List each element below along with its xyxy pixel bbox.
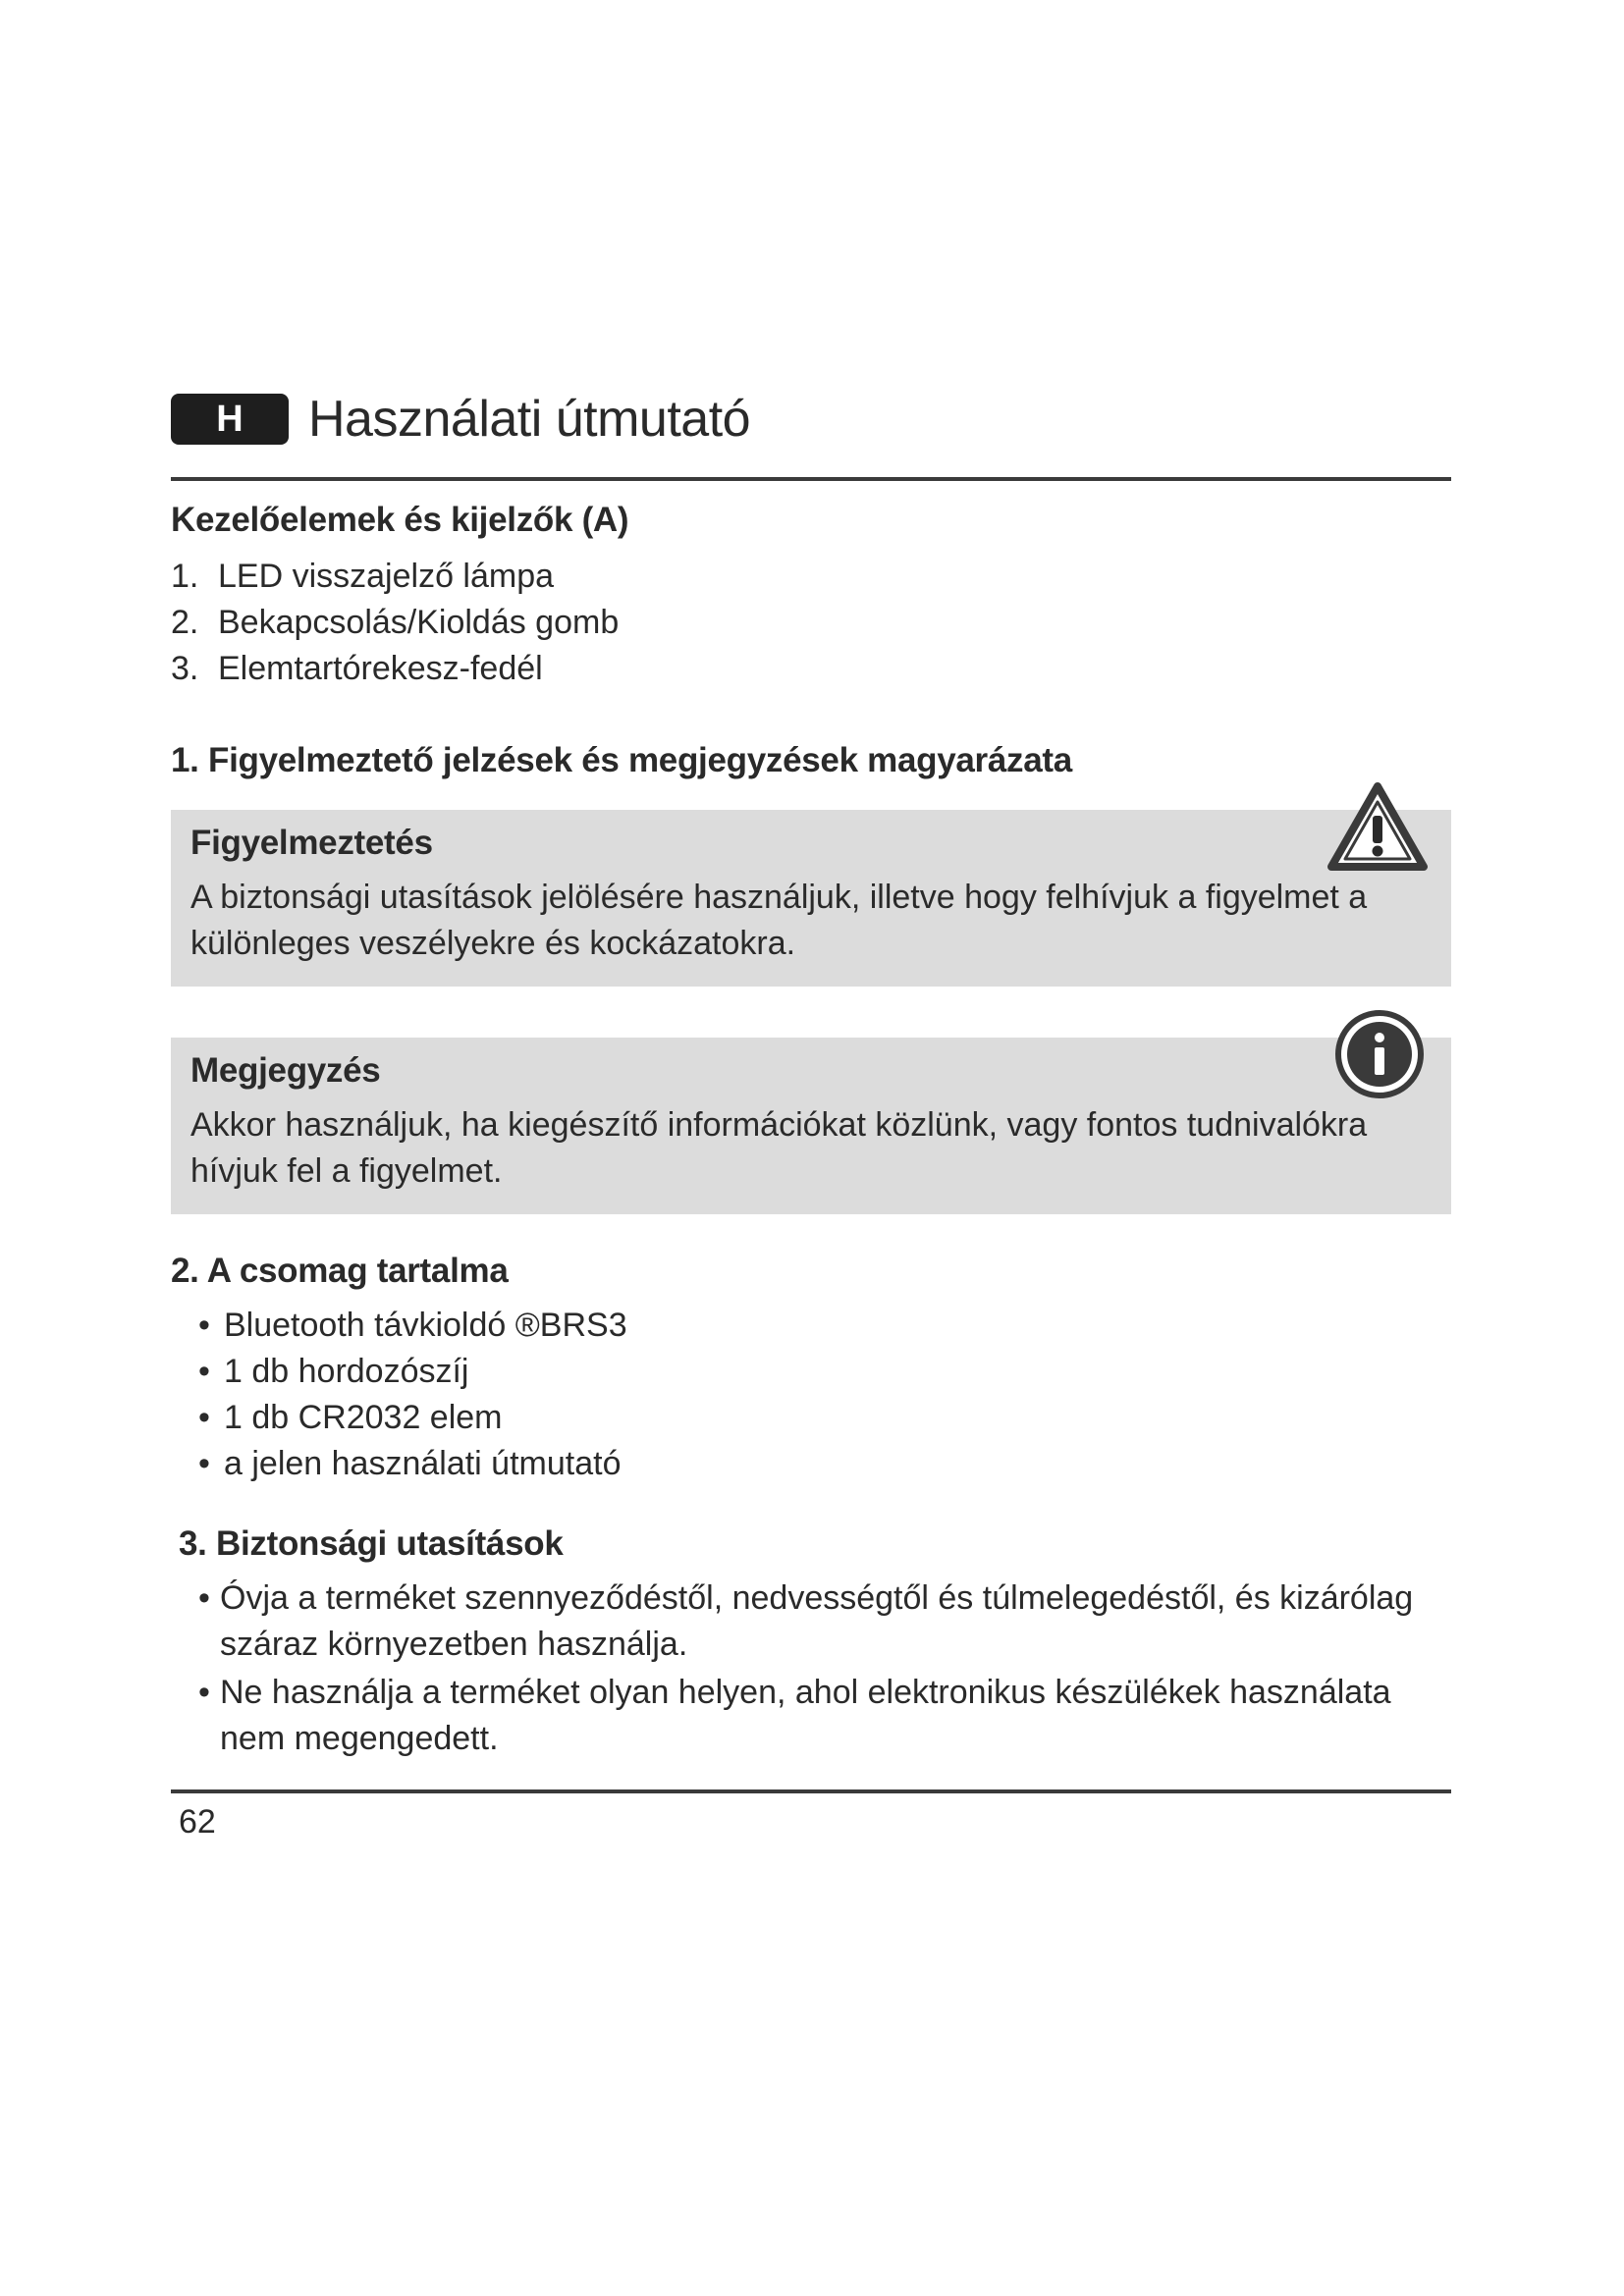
page-header [171,385,1451,454]
note-box [171,1038,1451,1214]
list-item [198,1575,1451,1668]
list-item [198,1395,1451,1441]
note-title: Megjegyzés [190,1051,381,1090]
list-item [171,600,1451,646]
item-text: LED visszajelző lámpa [218,558,555,595]
warning-triangle-icon [1326,780,1430,875]
item-text: Ne használja a terméket olyan helyen, ahol elektronikus készülékek használata nem megengedett. [220,1674,1391,1757]
list-item [198,1670,1451,1762]
item-text: Bluetooth távkioldó ®BRS3 [224,1307,627,1344]
warning-title: Figyelmeztetés [190,824,433,862]
list-item [198,1441,1451,1487]
warning-text: A biztonsági utasítások jelölésére használjuk, illetve hogy felhívjuk a figyelmet a különleges veszélyekre és kockázatokra. [190,879,1368,962]
item-text: 1 db CR2032 elem [224,1399,503,1436]
footer-divider [171,1789,1451,1793]
note-text: Akkor használjuk, ha kiegészítő információkat közlünk, vagy fontos tudnivalókra hívjuk fel a figyelmet. [190,1106,1368,1190]
item-text: Óvja a terméket szennyeződéstől, nedvességtől és túlmelegedéstől, és kizárólag száraz környezetben használja. [220,1579,1414,1663]
item-number: 2. [171,604,199,641]
bullet: • [198,1353,210,1390]
controls-heading: Kezelőelemek és kijelzők (A) [171,501,629,539]
item-text: 1 db hordozószíj [224,1353,469,1390]
item-text: Elemtartórekesz-fedél [218,650,543,687]
language-badge: H [171,394,289,445]
item-number: 1. [171,558,199,595]
controls-list [171,554,1451,692]
section-heading-package: 2. A csomag tartalma [171,1252,509,1290]
bullet: • [198,1307,210,1344]
info-icon [1333,1008,1426,1100]
list-item [171,646,1451,692]
bullet: • [198,1674,210,1711]
bullet: • [198,1579,210,1617]
item-number: 3. [171,650,199,687]
header-divider [171,477,1451,481]
safety-instructions-list [198,1575,1451,1762]
section-heading-safety: 3. Biztonsági utasítások [179,1524,564,1563]
manual-page [171,385,1451,1842]
list-item [171,554,1451,600]
list-item [198,1303,1451,1349]
item-text: a jelen használati útmutató [224,1445,622,1482]
warning-box [171,810,1451,987]
item-text: Bekapcsolás/Kioldás gomb [218,604,620,641]
page-number: 62 [179,1803,216,1841]
page-title: Használati útmutató [308,391,751,448]
bullet: • [198,1445,210,1482]
section-heading-warnings: 1. Figyelmeztető jelzések és megjegyzések magyarázata [171,741,1072,779]
package-contents-list [198,1303,1451,1487]
bullet: • [198,1399,210,1436]
list-item [198,1349,1451,1395]
